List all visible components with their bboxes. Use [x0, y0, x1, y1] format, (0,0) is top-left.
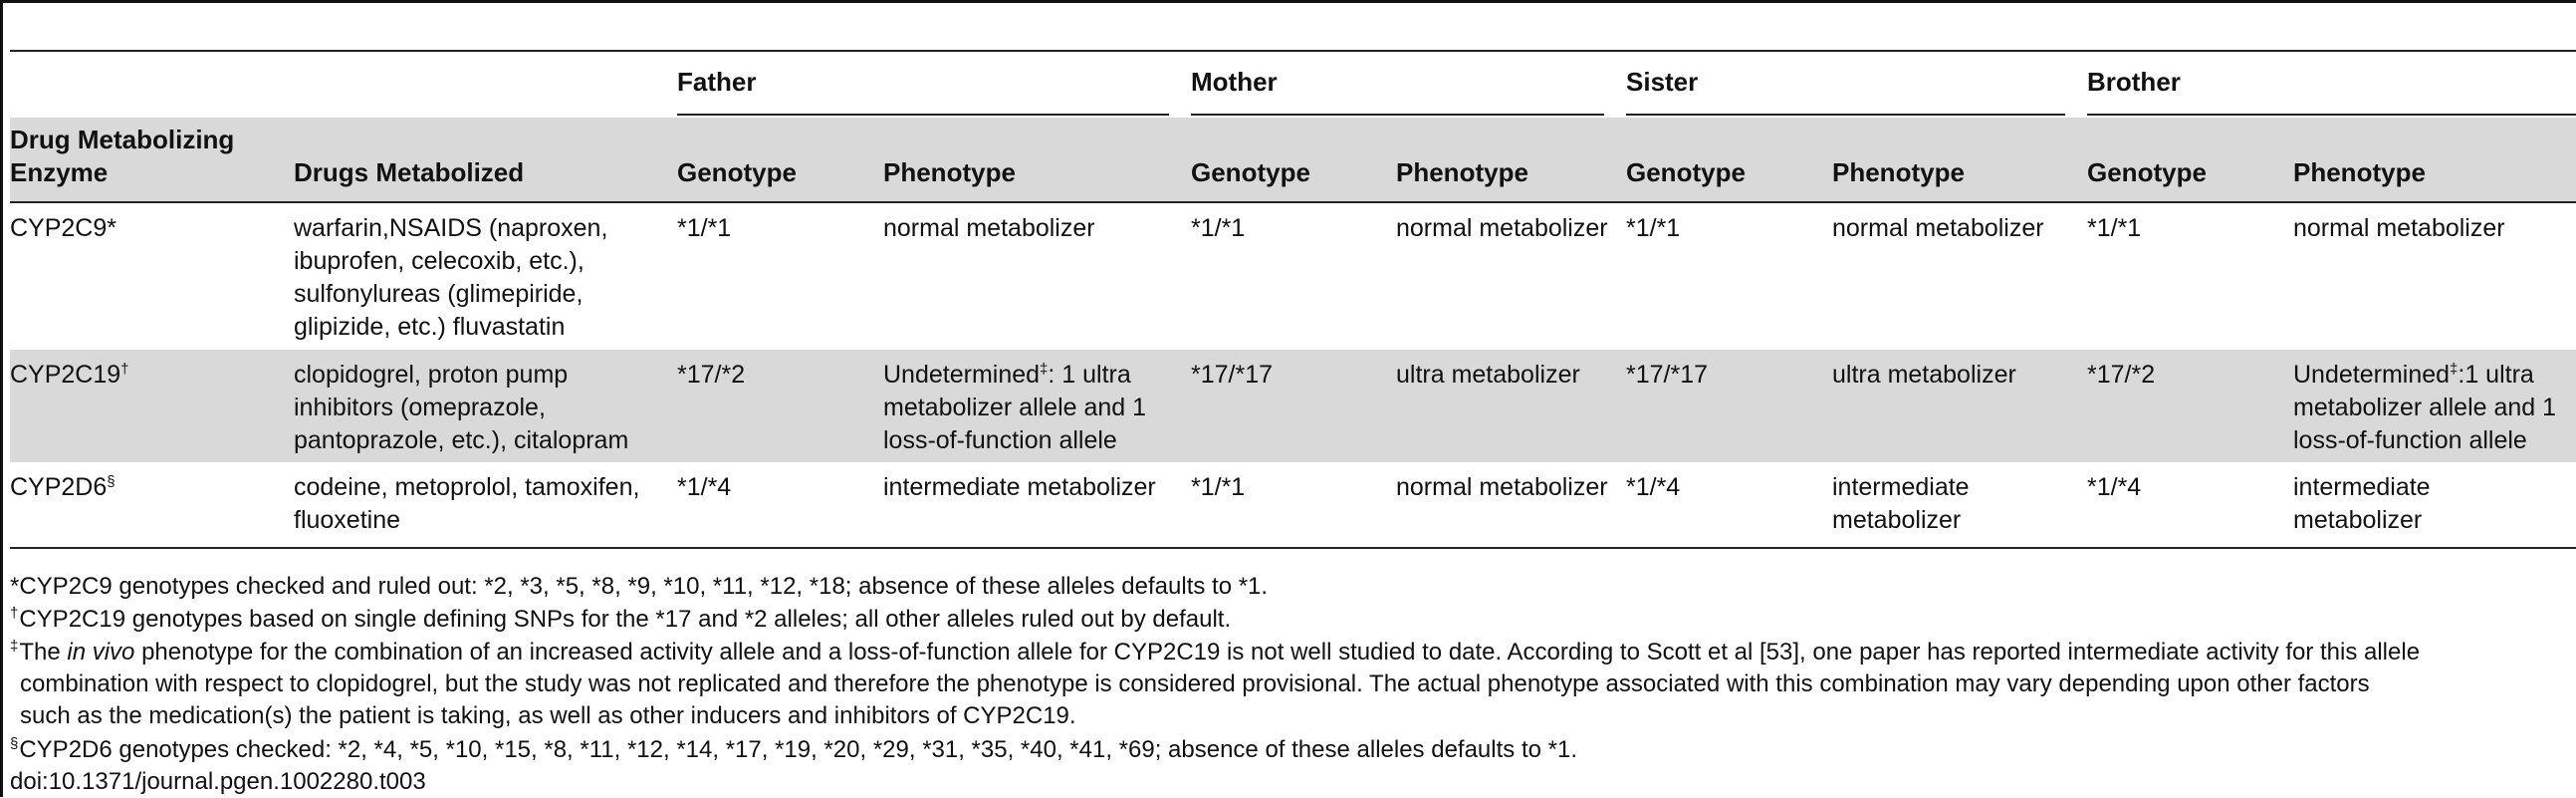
row3-sister-phenotype-line1: intermediate [1832, 473, 1970, 501]
col-header-sister-genotype: Genotype [1626, 157, 1746, 187]
row3-brother-genotype: *1/*4 [2087, 473, 2142, 501]
row2-mother-phenotype: ultra metabolizer [1396, 361, 1580, 389]
row2-brother-genotype: *17/*2 [2087, 361, 2156, 389]
row1-enzyme: CYP2C9* [10, 214, 117, 242]
row2-brother-phenotype-rest: :1 ultra [2458, 361, 2534, 389]
row2-father-phenotype-mark: ‡ [1040, 361, 1049, 378]
footnote-cyp2c19 [10, 604, 1231, 636]
row2-brother-phenotype-lead: Undetermined [2293, 361, 2451, 389]
group-rule-brother [2087, 114, 2576, 116]
col-header-drugs: Drugs Metabolized [294, 157, 525, 187]
row2-brother-phenotype-line1 [2293, 359, 2534, 392]
footnote-provisional-line3: such as the medication(s) the patient is taking, as well as other inducers and inhibitors of CYP2C19. [20, 702, 1076, 729]
row2-enzyme-mark: † [120, 361, 129, 378]
row3-sister-phenotype-line2: metabolizer [1832, 506, 1962, 534]
row3-father-phenotype: intermediate metabolizer [883, 473, 1156, 501]
row2-father-phenotype-lead: Undetermined [883, 361, 1041, 389]
doi-text: doi:10.1371/journal.pgen.1002280.t003 [10, 768, 426, 795]
row3-brother-phenotype-line1: intermediate [2293, 473, 2431, 501]
row2-sister-genotype: *17/*17 [1626, 361, 1709, 389]
row3-mother-genotype: *1/*1 [1191, 473, 1246, 501]
row3-sister-genotype: *1/*4 [1626, 473, 1681, 501]
row1-brother-phenotype: normal metabolizer [2293, 214, 2505, 242]
row1-drugs-line2: ibuprofen, celecoxib, etc.), [294, 247, 585, 275]
group-sister: Sister [1626, 67, 1699, 97]
footnote-cyp2d6-text: CYP2D6 genotypes checked: *2, *4, *5, *10, *15, *8, *11, *12, *14, *17, *19, *20, *29, *31, *35, *40, *41, *69; absence of these alleles defaults to *1. [19, 736, 1577, 763]
row2-enzyme-text: CYP2C19 [10, 361, 121, 389]
row2-father-phenotype-line2: metabolizer allele and 1 [883, 394, 1147, 421]
col-header-mother-phenotype: Phenotype [1396, 157, 1528, 187]
group-rule-sister [1626, 114, 2065, 116]
row3-enzyme [10, 471, 116, 504]
footnote-provisional-mark: ‡ [10, 638, 19, 655]
footnote-cyp2c9: *CYP2C9 genotypes checked and ruled out: *2, *3, *5, *8, *9, *10, *11, *12, *18; absence of these alleles defaults to *1. [10, 573, 1269, 600]
footnote-provisional-post: phenotype for the combination of an increased activity allele and a loss-of-function allele for CYP2C19 is not well studied to date. According to Scott et al [53], one paper has reported intermediate activity for this allele [134, 639, 2421, 665]
row1-brother-genotype: *1/*1 [2087, 214, 2142, 242]
header-bottom-rule [10, 201, 2576, 203]
row1-sister-phenotype: normal metabolizer [1832, 214, 2044, 242]
group-rule-mother [1191, 114, 1604, 116]
group-father: Father [677, 67, 757, 97]
col-header-father-genotype: Genotype [677, 157, 797, 187]
group-rule-father [677, 114, 1169, 116]
row1-mother-genotype: *1/*1 [1191, 214, 1246, 242]
row1-father-genotype: *1/*1 [677, 214, 732, 242]
footnote-cyp2c19-text: CYP2C19 genotypes based on single defining SNPs for the *17 and *2 alleles; all other alleles ruled out by default. [19, 606, 1232, 633]
row2-drugs-line1: clopidogrel, proton pump [294, 361, 569, 389]
row2-brother-phenotype-mark: ‡ [2450, 361, 2459, 378]
footnote-provisional-line2: combination with respect to clopidogrel, but the study was not replicated and therefore the phenotype is considered provisional. The actual phenotype associated with this combination may vary depending upon other factors [20, 670, 2370, 697]
row2-father-phenotype-rest: : 1 ultra [1048, 361, 1131, 389]
row3-father-genotype: *1/*4 [677, 473, 732, 501]
col-header-father-phenotype: Phenotype [883, 157, 1016, 187]
group-mother: Mother [1191, 67, 1278, 97]
row2-father-genotype: *17/*2 [677, 361, 746, 389]
footnote-provisional-italic: in vivo [67, 639, 135, 665]
row1-drugs-line4: glipizide, etc.) fluvastatin [294, 313, 566, 341]
row1-sister-genotype: *1/*1 [1626, 214, 1681, 242]
row2-father-phenotype-line3: loss-of-function allele [883, 426, 1117, 454]
col-header-enzyme: Drug Metabolizing Enzyme [10, 125, 235, 187]
table-bottom-rule [10, 547, 2576, 549]
top-border [0, 0, 2576, 3]
footnote-cyp2d6 [10, 734, 1577, 766]
row2-drugs-line2: inhibitors (omeprazole, [294, 394, 546, 421]
footnote-provisional-line1 [10, 637, 2420, 668]
footnote-provisional-pre: The [19, 639, 68, 665]
row2-sister-phenotype: ultra metabolizer [1832, 361, 2016, 389]
row3-mother-phenotype: normal metabolizer [1396, 473, 1608, 501]
row1-father-phenotype: normal metabolizer [883, 214, 1095, 242]
row3-enzyme-text: CYP2D6 [10, 473, 108, 501]
row3-brother-phenotype-line2: metabolizer [2293, 506, 2423, 534]
group-brother: Brother [2087, 67, 2181, 97]
col-header-brother-phenotype: Phenotype [2293, 157, 2426, 187]
row1-mother-phenotype: normal metabolizer [1396, 214, 1608, 242]
footnote-cyp2c19-mark: † [10, 605, 19, 622]
row2-father-phenotype-line1 [883, 359, 1131, 392]
row3-drugs-line2: fluoxetine [294, 506, 401, 534]
table-top-rule [10, 50, 2576, 52]
row3-drugs-line1: codeine, metoprolol, tamoxifen, [294, 473, 640, 501]
row1-drugs-line3: sulfonylureas (glimepiride, [294, 280, 584, 308]
row1-drugs-line1: warfarin,NSAIDS (naproxen, [294, 214, 608, 242]
row2-brother-phenotype-line2: metabolizer allele and 1 [2293, 394, 2557, 421]
row3-enzyme-mark: § [107, 473, 116, 490]
footnote-cyp2d6-mark: § [10, 735, 19, 752]
left-border [0, 0, 3, 797]
row2-drugs-line3: pantoprazole, etc.), citalopram [294, 426, 629, 454]
row2-enzyme [10, 359, 129, 392]
col-header-brother-genotype: Genotype [2087, 157, 2207, 187]
row2-brother-phenotype-line3: loss-of-function allele [2293, 426, 2527, 454]
col-header-sister-phenotype: Phenotype [1832, 157, 1965, 187]
col-header-mother-genotype: Genotype [1191, 157, 1310, 187]
row2-mother-genotype: *17/*17 [1191, 361, 1274, 389]
